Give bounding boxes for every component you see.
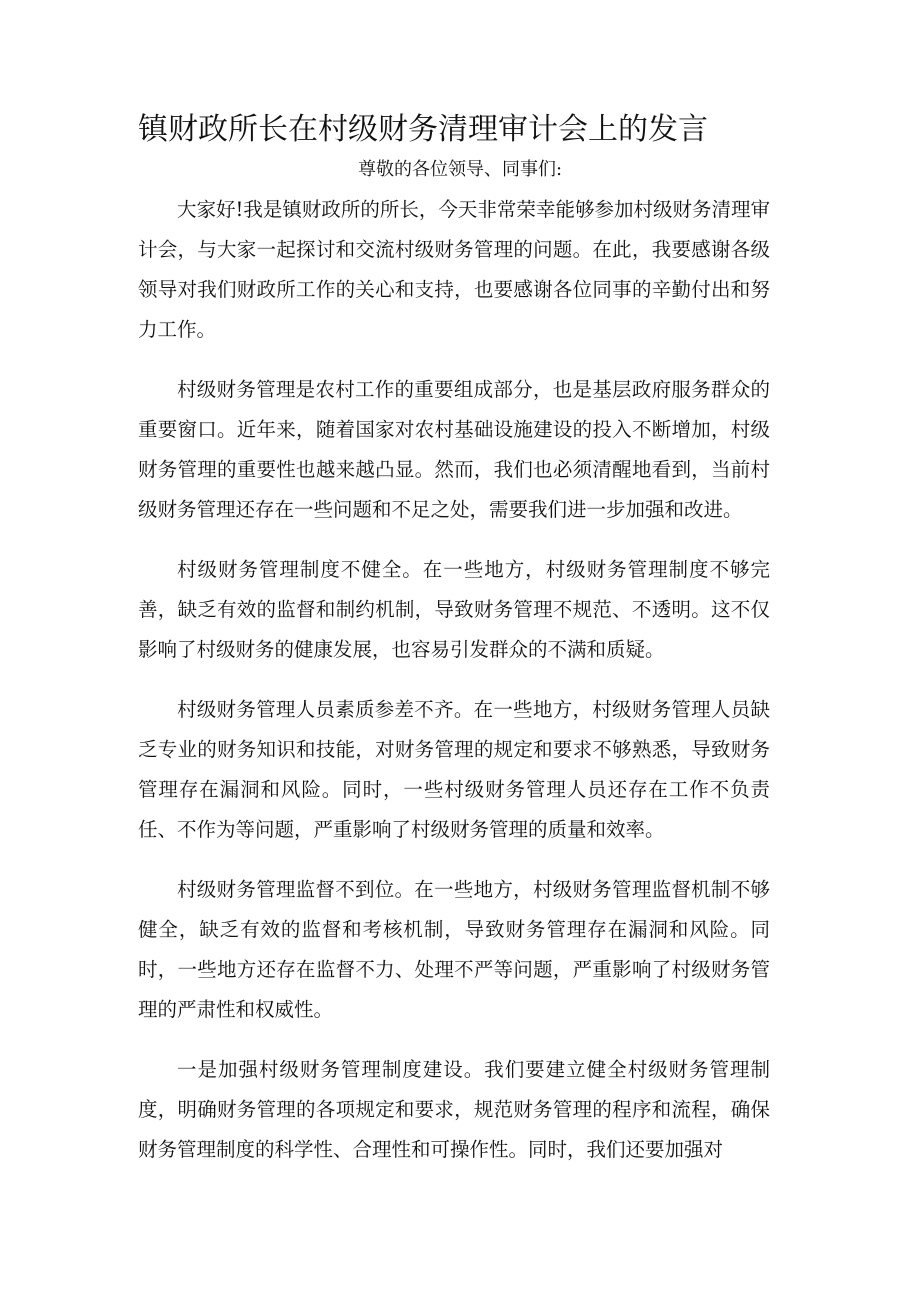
paragraph-4: 村级财务管理人员素质参差不齐。在一些地方，村级财务管理人员缺乏专业的财务知识和技能，对财务管理的规定和要求不够熟悉，导致财务管理存在漏洞和风险。同时，一些村级财务管理人员还存在工作不负责任、不作为等问题，严重影响了村级财务管理的质量和效率。: [138, 698, 770, 841]
paragraph-3: 村级财务管理制度不健全。在一些地方，村级财务管理制度不够完善，缺乏有效的监督和制约机制，导致财务管理不规范、不透明。这不仅影响了村级财务的健康发展，也容易引发群众的不满和质疑。: [138, 558, 770, 661]
paragraph-5: 村级财务管理监督不到位。在一些地方，村级财务管理监督机制不够健全，缺乏有效的监督和考核机制，导致财务管理存在漏洞和风险。同时，一些地方还存在监督不力、处理不严等问题，严重影响了村级财务管理的严肃性和权威性。: [138, 878, 770, 1021]
paragraph-1: 大家好!我是镇财政所的所长，今天非常荣幸能够参加村级财务清理审计会，与大家一起探讨和交流村级财务管理的问题。在此，我要感谢各级领导对我们财政所工作的关心和支持，也要感谢各位同事的辛勤付出和努力工作。: [138, 198, 770, 341]
document-body: [138, 190, 770, 1190]
document-title: 镇财政所长在村级财务清理审计会上的发言: [138, 112, 708, 147]
paragraph-2: 村级财务管理是农村工作的重要组成部分，也是基层政府服务群众的重要窗口。近年来，随着国家对农村基础设施建设的投入不断增加，村级财务管理的重要性也越来越凸显。然而，我们也必须清醒地看到，当前村级财务管理还存在一些问题和不足之处，需要我们进一步加强和改进。: [138, 378, 770, 521]
salutation: 尊敬的各位领导、同事们:: [357, 159, 563, 180]
paragraph-6: 一是加强村级财务管理制度建设。我们要建立健全村级财务管理制度，明确财务管理的各项规定和要求，规范财务管理的程序和流程，确保财务管理制度的科学性、合理性和可操作性。同时，我们还要加强对: [138, 1058, 770, 1161]
